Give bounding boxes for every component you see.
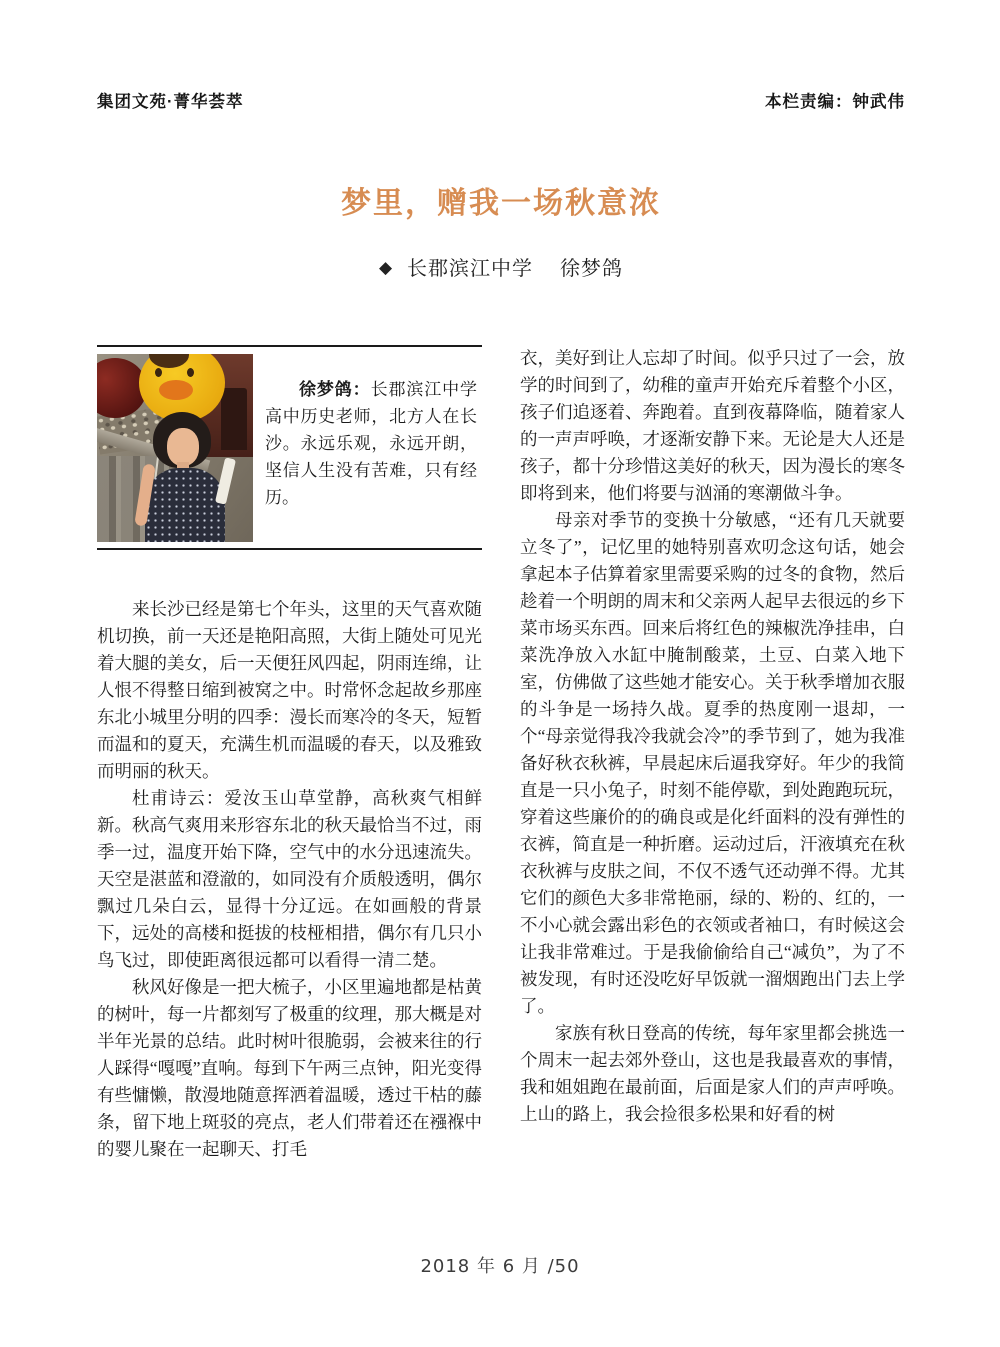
article-paragraph: 杜甫诗云：爱汝玉山草堂静，高秋爽气相鲜新。秋高气爽用来形容东北的秋天最恰当不过，雨季一过，温度开始下降，空气中的水分迅速流失。天空是湛蓝和澄澈的，如同没有介质般透明，偶尔飘过几朵白云，显得十分辽远。在如画般的背景下，远处的高楼和挺拔的枝桠相措，偶尔有几只小鸟飞过，即使距离很远都可以看得一清二楚。 [97, 788, 482, 970]
diamond-icon: ◆ [378, 258, 394, 277]
author-photo [97, 354, 253, 542]
byline-text: 长郡滨江中学 徐梦鸽 [407, 258, 624, 280]
article-paragraph: 来长沙已经是第七个年头，这里的天气喜欢随机切换，前一天还是艳阳高照，大街上随处可见光着大腿的美女，后一天便狂风四起，阴雨连绵，让人恨不得整日缩到被窝之中。时常怀念起故乡那座东北小城里分明的四季：漫长而寒冷的冬天，短暂而温和的夏天，充满生机而温暖的春天，以及雅致而明丽的秋天。 [97, 599, 482, 781]
article-paragraph: 母亲对季节的变换十分敏感，“还有几天就要立冬了”，记忆里的她特别喜欢叨念这句话，她会拿起本子估算着家里需要采购的过冬的食物，然后趁着一个明朗的周末和父亲两人起早去很远的乡下菜市场买东西。回来后将红色的辣椒洗净挂串，白菜洗净放入水缸中腌制酸菜，土豆、白菜入地下室，仿佛做了这些她才能安心。关于秋季增加衣服的斗争是一场持久战。夏季的热度刚一退却，一个“母亲觉得我冷我就会冷”的季节到了，她为我准备好秋衣秋裤，早晨起床后逼我穿好。年少的我简直是一只小兔子，时刻不能停歇，到处跑跑玩玩，穿着这些廉价的的确良或是化纤面料的没有弹性的衣裤，简直是一种折磨。运动过后，汗液填充在秋衣秋裤与皮肤之间，不仅不透气还动弹不得。尤其它们的颜色大多非常艳丽，绿的、粉的、红的，一不小心就会露出彩色的衣领或者袖口，有时候这会让我非常难过。于是我偷偷给自己“减负”，为了不被发现，有时还没吃好早饭就一溜烟跑出门去上学了。 [520, 510, 905, 1016]
article-paragraph: 家族有秋日登高的传统，每年家里都会挑选一个周末一起去郊外登山，这也是我最喜欢的事情，我和姐姐跑在最前面，后面是家人们的声声呼唤。上山的路上，我会捡很多松果和好看的树 [520, 1023, 905, 1124]
byline [97, 252, 905, 281]
left-column [97, 345, 482, 1163]
duck-balloon-beak [159, 380, 193, 400]
running-head [97, 88, 905, 112]
author-dress [145, 468, 225, 542]
article-paragraph: 衣，美好到让人忘却了时间。似乎只过了一会，放学的时间到了，幼稚的童声开始充斥着整个小区，孩子们追逐着、奔跑着。直到夜幕降临，随着家人的一声声呼唤，才逐渐安静下来。无论是大人还是孩子，都十分珍惜这美好的秋天，因为漫长的寒冬即将到来，他们将要与汹涌的寒潮做斗争。 [520, 348, 905, 503]
page-footer [0, 1252, 1000, 1278]
author-bio-text: 长郡滨江中学高中历史老师，北方人在长沙。永远乐观，永远开朗，坚信人生没有苦难，只有经历。 [265, 380, 478, 507]
article-title: 梦里，赠我一场秋意浓 [341, 187, 661, 220]
photo-doorway [221, 388, 247, 450]
duck-balloon-eyes [155, 368, 162, 377]
author-face [167, 428, 199, 466]
editor-label: 本栏责编：钟武伟 [765, 93, 905, 111]
author-profile-box [97, 345, 482, 550]
article-body [97, 345, 905, 1163]
article-paragraph: 秋风好像是一把大梳子，小区里遍地都是枯黄的树叶，每一片都刻写了极重的纹理，那大概是对半年光景的总结。此时树叶很脆弱，会被来往的行人踩得“嘎嘎”直响。每到下午两三点钟，阳光变得有些慵懒，散漫地随意挥洒着温暖，透过干枯的藤条，留下地上斑驳的亮点，老人们带着还在襁褓中的婴儿聚在一起聊天、打毛 [97, 977, 482, 1159]
right-column [520, 345, 905, 1163]
page-number: 2018 年 6 月 /50 [420, 1256, 580, 1277]
section-label: 集团文苑·菁华荟萃 [97, 93, 244, 111]
author-bio [265, 354, 477, 511]
author-name: 徐梦鸽： [299, 380, 371, 399]
